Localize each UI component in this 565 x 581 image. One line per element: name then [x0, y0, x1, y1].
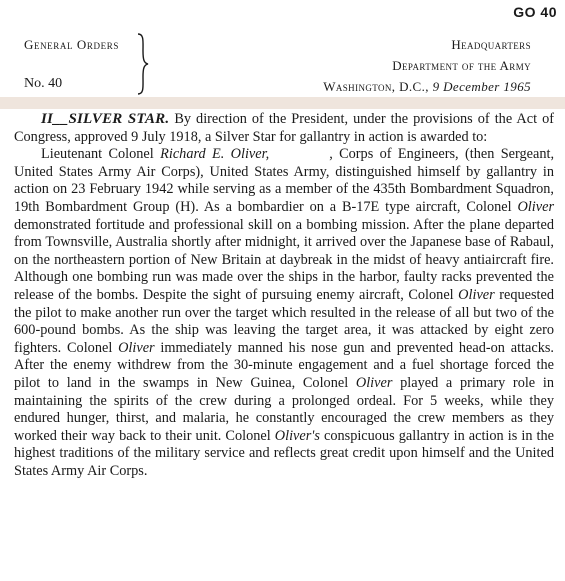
city-label: Washington, D.C., [323, 79, 429, 94]
recipient-surname: Oliver [458, 286, 495, 303]
orders-block [24, 38, 119, 91]
department-label: Department of the Army [392, 58, 531, 73]
recipient-surname-possessive: Oliver's [274, 427, 320, 444]
go-number: GO 40 [513, 4, 557, 20]
citation-paragraph [14, 146, 554, 480]
citation-text-d: immediately manned his nose gun and prevented head-on attacks. After the enemy withdrew from the 30-minute engagement and a fuel shortage forced the pilot to land in the swamps in New Guinea, Colonel [14, 339, 554, 391]
right-brace-icon [136, 33, 150, 95]
order-date: 9 December 1965 [432, 79, 531, 94]
recipient-surname: Oliver [355, 374, 393, 391]
location-date [231, 80, 531, 93]
citation-text-b: demonstrated fortitude and professional skill on a bombing mission. After the plane departed from Townsville, Australia shortly after midnight, it arrived over the Japanese base of Rabaul, on the northeastern portion of New Britain at daybreak in the midst of heavy antiaircraft fire. Although one bombing run was made over the ships in the harbor, faulty racks prevented the release of the bombs. Despite the sight of pursuing enemy aircraft, Colonel [14, 216, 554, 303]
headquarters-block [231, 38, 531, 93]
citation-text [14, 111, 554, 480]
intro-text: By direction of the President, under the provisions of the Act of Congress, approved 9 July 1918, a Silver Star for gallantry in action is awarded to: [14, 111, 554, 145]
section-divider [0, 97, 565, 109]
citation-text-f: conspicuous gallantry in action is in the highest traditions of the military service and reflects great credit upon himself and the United States Army Air Corps. [14, 427, 555, 479]
intro-paragraph [14, 111, 554, 146]
citation-text-e: played a primary role in maintaining the spirits of the crew during a prolonged ordeal. For 5 weeks, while they endured hunger, thirst, and malaria, he constantly encouraged the crew members as they worked their way back to their unit. Colonel [14, 374, 554, 444]
recipient-name: Richard E. Oliver, [160, 146, 270, 163]
recipient-surname: Oliver [517, 198, 555, 215]
hq-label: Headquarters [451, 37, 531, 52]
orders-label: General Orders [24, 37, 119, 52]
recipient-surname: Oliver [118, 339, 155, 356]
citation-text-c: requested the pilot to make another run over the target which resulted in the release of all but two of the 600-pound bombs. As the ship was leaving the target area, it was attacked by eight zero fighters. Colonel [14, 286, 555, 356]
section-title: II__SILVER STAR. [41, 111, 170, 127]
citation-text-a: , Corps of Engineers, (then Sergeant, United States Army Air Corps), United States Army, distinguished himself by gallantry in action on 23 February 1942 while serving as a member of the 435th Bombardment Squadron, 19th Bombardment Group (H). As a bombardier on a B-17E type aircraft, Colonel [14, 146, 555, 215]
recipient-rank: Lieutenant Colonel [41, 146, 154, 163]
orders-number: No. 40 [24, 76, 63, 91]
